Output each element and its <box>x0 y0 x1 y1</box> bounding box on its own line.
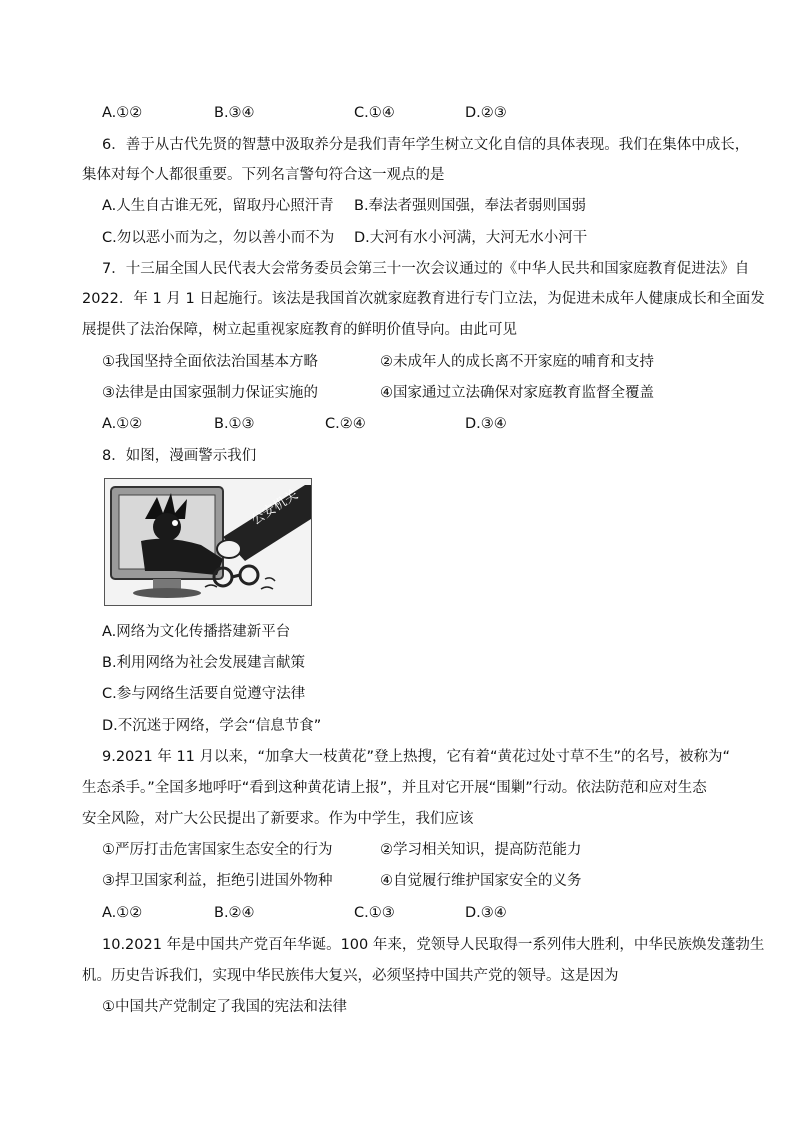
q9-stem-line1: 9.2021 年 11 月以来，“加拿大一枝黄花”登上热搜，它有着“黄花过处寸草不生”的名号，被称为“ <box>102 749 731 765</box>
monitor-base <box>133 588 201 598</box>
q7-option-a: A.①② <box>102 416 143 432</box>
q7-option-b: B.①③ <box>214 416 255 432</box>
figure-head <box>153 513 181 541</box>
q9-stem-line2: 生态杀手。”全国多地呼吁“看到这种黄花请上报”，并且对它开展“围剿”行动。依法防范和应对生态 <box>82 780 707 796</box>
q6-stem-line2: 集体对每个人都很重要。下列名言警句符合这一观点的是 <box>82 167 445 183</box>
q9-statement-2: ②学习相关知识，提高防范能力 <box>380 842 582 858</box>
q9-option-a: A.①② <box>102 905 143 921</box>
q5-option-c: C.①④ <box>354 105 395 121</box>
cartoon-drawing <box>105 479 311 605</box>
q9-statement-3: ③捍卫国家利益，拒绝引进国外物种 <box>102 873 333 889</box>
handcuff-chain <box>232 575 240 577</box>
police-hand <box>217 540 241 558</box>
q10-stem-line2: 机。历史告诉我们，实现中华民族伟大复兴，必须坚持中国共产党的领导。这是因为 <box>82 968 619 984</box>
q6-option-c: C.勿以恶小而为之，勿以善小而不为 <box>102 230 335 246</box>
q7-statement-3: ③法律是由国家强制力保证实施的 <box>102 385 318 401</box>
police-sleeve-label: 公安机关 <box>249 487 301 529</box>
q8-option-d: D.不沉迷于网络，学会“信息节食” <box>102 718 322 734</box>
q7-stem-line1: 7．十三届全国人民代表大会常务委员会第三十一次会议通过的《中华人民共和国家庭教育促进法》自 <box>102 261 750 277</box>
q9-option-c: C.①③ <box>354 905 395 921</box>
handcuff-ring-right <box>240 566 258 584</box>
q6-option-d: D.大河有水小河满，大河无水小河干 <box>354 230 588 246</box>
q8-stem: 8．如图，漫画警示我们 <box>102 448 257 464</box>
q6-option-b: B.奉法者强则国强，奉法者弱则国弱 <box>354 198 587 214</box>
q8-option-b: B.利用网络为社会发展建言献策 <box>102 655 306 671</box>
q9-stem-line3: 安全风险，对广大公民提出了新要求。作为中学生，我们应该 <box>82 811 474 827</box>
q10-statement-1: ①中国共产党制定了我国的宪法和法律 <box>102 999 347 1015</box>
q7-stem-line3: 展提供了法治保障，树立起重视家庭教育的鲜明价值导向。由此可见 <box>82 322 517 338</box>
q9-option-d: D.③④ <box>465 905 507 921</box>
q7-statement-1: ①我国坚持全面依法治国基本方略 <box>102 354 318 370</box>
q8-option-a: A.网络为文化传播搭建新平台 <box>102 624 291 640</box>
q7-stem-line2: 2022．年 1 月 1 日起施行。该法是我国首次就家庭教育进行专门立法，为促进未成年人健康成长和全面发 <box>82 291 765 307</box>
q10-stem-line1: 10.2021 年是中国共产党百年华诞。100 年来，党领导人民取得一系列伟大胜利，中华民族焕发蓬勃生 <box>102 937 765 953</box>
monitor-neck <box>153 579 181 589</box>
figure-eye <box>172 520 178 526</box>
q6-option-a: A.人生自古谁无死，留取丹心照汗青 <box>102 198 334 214</box>
q9-statement-4: ④自觉履行维护国家安全的义务 <box>380 873 582 889</box>
q8-option-c: C.参与网络生活要自觉遵守法律 <box>102 686 306 702</box>
cartoon-illustration <box>104 478 312 606</box>
q9-option-b: B.②④ <box>214 905 255 921</box>
q7-statement-4: ④国家通过立法确保对家庭教育监督全覆盖 <box>380 385 654 401</box>
q7-option-d: D.③④ <box>465 416 507 432</box>
q9-statement-1: ①严厉打击危害国家生态安全的行为 <box>102 842 333 858</box>
q7-option-c: C.②④ <box>325 416 366 432</box>
q7-statement-2: ②未成年人的成长离不开家庭的哺育和支持 <box>380 354 654 370</box>
q5-option-a: A.①② <box>102 105 143 121</box>
q5-option-b: B.③④ <box>214 105 255 121</box>
q6-stem-line1: 6．善于从古代先贤的智慧中汲取养分是我们青年学生树立文化自信的具体表现。我们在集体中成长， <box>102 137 750 153</box>
q5-option-d: D.②③ <box>465 105 507 121</box>
